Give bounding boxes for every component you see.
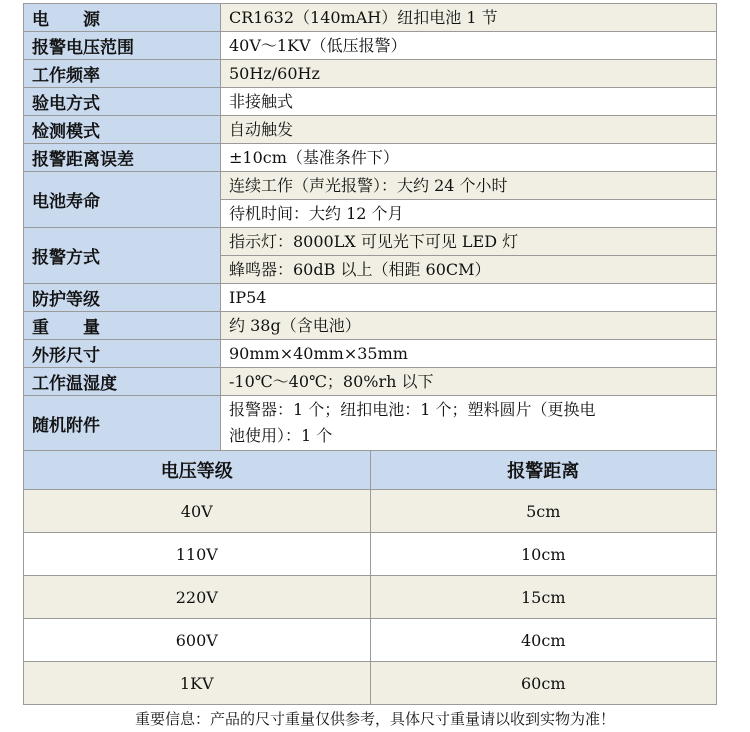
distance-cell: 60cm (370, 662, 717, 705)
spec-value: 约 38g（含电池） (221, 312, 717, 340)
spec-row-weight (24, 312, 717, 340)
spec-row-test-method (24, 88, 717, 116)
spec-label: 工作温湿度 (24, 368, 221, 396)
table-row (24, 490, 717, 533)
spec-row-dimensions (24, 340, 717, 368)
spec-row-distance-error (24, 144, 717, 172)
spec-value: IP54 (221, 284, 717, 312)
voltage-cell: 600V (24, 619, 371, 662)
spec-row-voltage-range (24, 32, 717, 60)
distance-cell: 15cm (370, 576, 717, 619)
spec-value: CR1632（140mAH）纽扣电池 1 节 (221, 4, 717, 32)
spec-value-line: 报警器：1 个；纽扣电池：1 个；塑料圆片（更换电 (229, 400, 596, 419)
spec-label: 防护等级 (24, 284, 221, 312)
distance-cell: 10cm (370, 533, 717, 576)
spec-sheet (23, 3, 717, 705)
column-header: 报警距离 (370, 451, 717, 490)
spec-value-line: 池使用）：1 个 (229, 426, 333, 445)
spec-value-group (221, 228, 717, 284)
table-row (24, 533, 717, 576)
spec-label: 随机附件 (24, 396, 221, 451)
spec-label: 工作频率 (24, 60, 221, 88)
table-header-row (24, 451, 717, 490)
voltage-distance-table (23, 450, 717, 705)
spec-label: 报警电压范围 (24, 32, 221, 60)
spec-label: 重 量 (24, 312, 221, 340)
spec-label: 检测模式 (24, 116, 221, 144)
spec-value (221, 396, 717, 451)
spec-row-detect-mode (24, 116, 717, 144)
distance-cell: 5cm (370, 490, 717, 533)
spec-label: 外形尺寸 (24, 340, 221, 368)
spec-value: 蜂鸣器：60dB 以上（相距 60CM） (221, 255, 716, 283)
spec-label: 电池寿命 (24, 172, 221, 228)
spec-label: 验电方式 (24, 88, 221, 116)
spec-value: 自动触发 (221, 116, 717, 144)
distance-cell: 40cm (370, 619, 717, 662)
spec-label: 报警方式 (24, 228, 221, 284)
spec-row-battery-life (24, 172, 717, 228)
spec-value: 50Hz/60Hz (221, 60, 717, 88)
spec-row-protection (24, 284, 717, 312)
voltage-cell: 40V (24, 490, 371, 533)
spec-row-alarm-mode (24, 228, 717, 284)
spec-row-temp-humidity (24, 368, 717, 396)
table-row (24, 662, 717, 705)
spec-label: 报警距离误差 (24, 144, 221, 172)
voltage-cell: 220V (24, 576, 371, 619)
column-header: 电压等级 (24, 451, 371, 490)
spec-value: 非接触式 (221, 88, 717, 116)
spec-value: ±10cm（基准条件下） (221, 144, 717, 172)
spec-value-group (221, 172, 717, 228)
table-row (24, 576, 717, 619)
spec-value: 90mm×40mm×35mm (221, 340, 717, 368)
spec-value: 指示灯：8000LX 可见光下可见 LED 灯 (221, 228, 716, 255)
spec-table (23, 3, 717, 451)
spec-row-accessories (24, 396, 717, 451)
spec-label: 电 源 (24, 4, 221, 32)
table-row (24, 619, 717, 662)
disclaimer-note: 重要信息：产品的尺寸重量仅供参考，具体尺寸重量请以收到实物为准！ (134, 710, 615, 728)
spec-row-frequency (24, 60, 717, 88)
voltage-cell: 1KV (24, 662, 371, 705)
spec-value: 40V～1KV（低压报警） (221, 32, 717, 60)
spec-value: 待机时间：大约 12 个月 (221, 199, 716, 227)
spec-value: -10℃～40℃；80%rh 以下 (221, 368, 717, 396)
spec-value: 连续工作（声光报警）：大约 24 个小时 (221, 172, 716, 199)
spec-row-power (24, 4, 717, 32)
voltage-cell: 110V (24, 533, 371, 576)
